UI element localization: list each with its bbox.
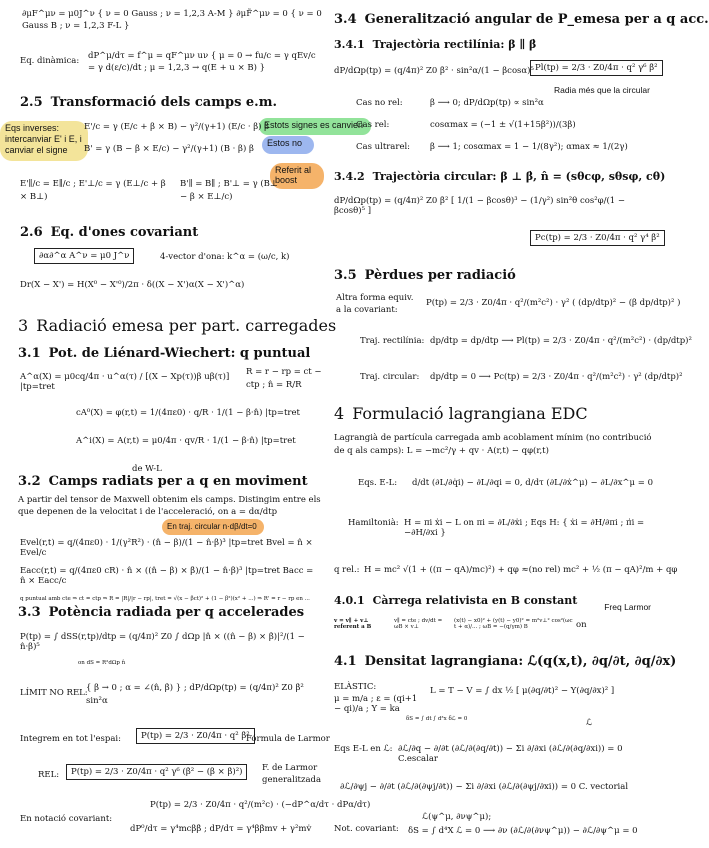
hamiltonian-eq: H = πi ẋi − L on πi = ∂L/∂ẋi ; Eqs H: { ẋi = ∂H/∂πi ; π̇i = −∂H/∂xi } <box>404 518 645 538</box>
velocity-split: v = v∥ + v⊥ referent a B <box>334 618 372 630</box>
section-3-4-1-heading: 3.4.1 Trajectòria rectilínia: β ∥ β̇ <box>334 38 537 51</box>
circular-power-box: Pc(tp) = 2/3 · Z0/4π · q² γ⁴ β̇² <box>530 230 665 246</box>
el-density-label: Eqs E-L en ℒ: <box>334 744 393 754</box>
note-not-these: Estos no <box>262 136 314 154</box>
note-radiates-more: Radia més que la circular <box>554 85 650 95</box>
hamiltonian-label: Hamiltonià: <box>348 518 399 528</box>
el-density-scalar: ∂ℒ/∂q − ∂/∂t (∂ℒ/∂(∂q/∂t)) − Σi ∂/∂xi (∂ℒ/∂(∂q/∂xi)) = 0 C.escalar <box>398 744 623 764</box>
section-3-4-heading: 3.4 Generalització angular de P_emesa per a q acc. <box>334 12 709 27</box>
section-3-2-heading: 3.2 Camps radiats per a q en moviment <box>18 474 308 489</box>
loss-eq-circular: dp/dtp = 0 ⟶ Pc(tp) = 2/3 · Z0/4π · q²/(m²c²) · γ² (dp/dtp)² <box>430 372 683 382</box>
rel-case-label: Cas rel: <box>356 120 390 130</box>
ultrarel-case-eq: β ⟶ 1; cosαmax = 1 − 1/(8γ²); αmax ≈ 1/(2γ) <box>430 142 628 152</box>
retarded-green: Dr(X − X') = H(X⁰ − X'⁰)/2π · δ((X − X')α(X − X')^α) <box>20 280 245 290</box>
section-2-5-heading: 2.5 Transformació dels camps e.m. <box>20 95 277 110</box>
note-from-wl: de W-L <box>132 464 162 474</box>
section-3-5-heading: 3.5 Pèrdues per radiació <box>334 268 516 283</box>
section-2-6-heading: 2.6 Eq. d'ones covariant <box>20 225 199 240</box>
integrate-label: Integrem en tot l'espai: <box>20 734 121 744</box>
section-4-heading: 4 Formulació lagrangiana EDC <box>334 404 588 423</box>
note-circular: En traj. circular n·dβ/dt=0 <box>162 519 264 535</box>
generalized-larmor-label: F. de Larmor generalitzada <box>262 763 322 785</box>
elastic-label: ELÀSTIC: <box>334 682 377 692</box>
el-label: Eqs. E-L: <box>358 478 398 488</box>
covariant-power: P(tp) = 2/3 · Z0/4π · q²/(m²c) · (−dP^α/dτ · dPα/dτ) <box>150 800 371 810</box>
area-element: on dS = R²dΩp n̂ <box>78 660 126 666</box>
lw-vector: A^i(X) = A(r,t) = μ0/4π · qv/R · 1/(1 − β·n̂) |tp=tret <box>76 436 296 446</box>
uniform-charge-note: q puntual amb cte ⇒ ct = ctp ⇒ R = |R|/|r − rp|, tret = √(x − βct)² + (1 − β²)(x² + ...) ⇒ R' = r − rp en ... <box>20 596 310 602</box>
covariant-not-label: Not. covariant: <box>334 824 399 834</box>
acceleration-field: Eacc(r,t) = q/(4πε0 cR) · n̂ × ((n̂ − β) × β̇)/(1 − n̂·β)³ |tp=tret Bacc = n̂ × Eacc/c <box>20 566 314 586</box>
lw-r-def: R = r − rp = ct − ctp ; n̂ = R/R <box>246 367 322 390</box>
on-label: on <box>576 620 587 630</box>
field-transform-b: B' = γ (B − β × E/c) − γ²/(γ+1) (B · β) β <box>84 144 254 154</box>
circular-angular: dP/dΩp(tp) = (q/4π)² Z0 β̇² [ 1/(1 − βcosθ)³ − (1/γ²) sin²θ cos²φ/(1 − βcosθ)⁵ ] <box>334 196 625 216</box>
lagrangian-density-label: ℒ <box>586 718 593 728</box>
circle-orbit: (x(t) − x0)² + (y(t) − y0)² = m²v⊥² cos²(ωc t + α)/... ; ωB = −(q/γm) B <box>454 618 573 630</box>
qrel-eq: H = mc² √(1 + ((π − qA)/mc)²) + qφ ≈(no rel) mc² + ½ (π − qA)²/m + qφ <box>364 565 678 575</box>
section-4-0-1-heading: 4.0.1 Càrrega relativista en B constant <box>334 594 578 607</box>
elastic-params: μ = m/a ; ε = (qi+1 − qi)/a ; Y = ka <box>334 694 418 714</box>
note-boost-ref: Referit al boost <box>270 163 324 189</box>
action-variation: δS = ∫ dt ∫ d³x δℒ = 0 <box>406 716 468 722</box>
section-3-3-heading: 3.3 Potència radiada per q accelerades <box>18 605 305 620</box>
loss-eq-rectilinear: dp/dtp = dp/dtp ⟶ Pl(tp) = 2/3 · Z0/4π · q²/(m²c²) · (dp/dtp)² <box>430 336 692 346</box>
rectilinear-traj-label: Traj. rectilínia: <box>360 336 425 346</box>
rel-case-eq: cosαmax = (−1 ± √(1+15β²))/(3β) <box>430 120 576 130</box>
section-3-2-text: A partir del tensor de Maxwell obtenim els camps. Distingim entre els que depenen de la velocitat i de l'acceleració, on a = dα/dtp <box>18 495 321 517</box>
field-transform-e: E'/c = γ (E/c + β × B) − γ²/(γ+1) (E/c · β) β <box>84 122 270 132</box>
rel-label: REL: <box>38 770 60 780</box>
generalized-larmor-box: P(tp) = 2/3 · Z0/4π · q² γ⁶ (β̇² − (β × β̇)²) <box>66 764 247 780</box>
note-larmor-freq: Freq Larmor <box>604 602 651 612</box>
covariant-action: δS = ∫ d⁴X ℒ = 0 ⟶ ∂ν (∂ℒ/∂(∂νψ^μ)) − ∂ℒ/∂ψ^μ = 0 <box>408 826 638 836</box>
nonrel-case-eq: β ⟶ 0; dP/dΩp(tp) ∝ sin²α <box>430 98 544 108</box>
circular-traj-label: Traj. circular: <box>360 372 420 382</box>
lagrangian-text: Lagrangià de partícula carregada amb acoblament mínim (no contribució de q als camps): L = −mc²/γ + qv · A(r,t) − qφ(r,t) <box>334 433 652 456</box>
lw-potential: A^α(X) = μ0cq/4π · u^α(τ) / [(X − Xp(τ))β uβ(τ)] |tp=tret <box>20 372 230 392</box>
dynamic-eq-label: Eq. dinàmica: <box>20 56 80 66</box>
right-column <box>330 0 709 848</box>
covariant-label: En notació covariant: <box>20 814 113 824</box>
larmor-box: P(tp) = 2/3 · Z0/4π · q² β̇² <box>136 728 255 744</box>
velocity-field: Evel(r,t) = q/(4πε0) · 1/(γ²R²) · (n̂ − β)/(1 − n̂·β)³ |tp=tret Bvel = n̂ × Evel/c <box>20 538 313 558</box>
maxwell-equations: ∂μF^μν = μ0J^ν { ν = 0 Gauss ; ν = 1,2,3 A-M } ∂μF̃^μν = 0 { ν = 0 Gauss B ; ν = 1,2,3 F-L } <box>22 9 322 31</box>
wave-vector-text: 4-vector d'ona: k^α = (ω/c, k) <box>160 252 290 262</box>
elastic-lagrangian: L = T − V = ∫ dx ½ [ μ(∂q/∂t)² − Y(∂q/∂x)² ] <box>430 686 615 696</box>
velocity-eqs: v∥ = cte ; dv/dt = ωB × v⊥ <box>394 618 443 630</box>
nonrel-case-label: Cas no rel: <box>356 98 403 108</box>
section-3-4-2-heading: 3.4.2 Trajectòria circular: β ⊥ β̇, n̂ = (sθcφ, sθsφ, cθ) <box>334 170 666 183</box>
ultrarel-case-label: Cas ultrarel: <box>356 142 411 152</box>
el-eqs: d/dt (∂L/∂q̇i) − ∂L/∂qi = 0, d/dτ (∂L/∂ẋ^μ) − ∂L/∂x^μ = 0 <box>412 478 653 488</box>
note-inverse-eqs: Eqs inverses: intercanviar E' i E, i canviar el signe <box>0 121 88 161</box>
covariant-lagrangian: ℒ(ψ^μ, ∂νψ^μ); <box>422 812 492 822</box>
section-4-1-heading: 4.1 Densitat lagrangiana: ℒ(q(x,t), ∂q/∂t, ∂q/∂x) <box>334 654 677 669</box>
lw-scalar: cA⁰(X) = φ(r,t) = 1/(4πε0) · q/R · 1/(1 − β·n̂) |tp=tret <box>76 408 300 418</box>
alt-form-text: Altra forma equiv. a la covariant: <box>336 293 414 315</box>
parallel-perp-e: E'∥/c = E∥/c ; E'⊥/c = γ (E⊥/c + β × B⊥) <box>20 179 166 202</box>
rectilinear-power-box: Pl(tp) = 2/3 · Z0/4π · q² γ⁶ β̇² <box>530 60 663 76</box>
wave-eq-box: ∂α∂^α A^ν = μ0 J^ν <box>34 248 134 264</box>
dynamic-eq: dP^μ/dτ = f^μ = qF^μν uν { μ = 0 → fu/c = γ qEv/c = γ d(ε/c)/dt ; μ = 1,2,3 → q(E + u × B) } <box>88 51 316 73</box>
rectilinear-angular: dP/dΩp(tp) = (q/4π)² Z0 β̇² · sin²α/(1 − βcosα)⁵ <box>334 66 534 76</box>
larmor-label: Fórmula de Larmor <box>246 734 330 744</box>
nonrel-limit-eq: { β → 0 ; α = ∠(n̂, β̇) } ; dP/dΩp(tp) = (q/4π)² Z0 β̇² sin²α <box>86 683 304 706</box>
section-3-heading: 3 Radiació emesa per part. carregades <box>18 316 337 335</box>
loss-eq-general: P(tp) = 2/3 · Z0/4π · q²/(m²c²) · γ² ( (dp/dtp)² − (β dp/dtp)² ) <box>426 298 681 308</box>
section-3-1-heading: 3.1 Pot. de Liénard-Wiechert: q puntual <box>18 346 311 361</box>
angular-power: P(tp) = ∫ dSS(r,tp)/dtp = (q/4π)² Z0 ∫ dΩp |n̂ × ((n̂ − β) × β̇)|²/(1 − n̂·β)⁵ <box>20 632 305 652</box>
note-signs-change: Estots signes es canvien <box>259 118 371 135</box>
el-density-vector: ∂ℒ/∂ψj − ∂/∂t (∂ℒ/∂(∂ψj/∂t)) − Σi ∂/∂xi (∂ℒ/∂(∂ψj/∂xi)) = 0 C. vectorial <box>340 782 629 792</box>
covariant-momentum: dP⁰/dτ = γ⁴mcββ̇ ; dP/dτ = γ⁴ββ̇mv + γ²mv̇ <box>130 824 312 834</box>
nonrel-limit-label: LÍMIT NO REL: <box>20 688 88 698</box>
parallel-perp-b: B'∥ = B∥ ; B'⊥ = γ (B⊥ − β × E⊥/c) <box>180 179 278 202</box>
qrel-label: q rel.: <box>334 565 360 575</box>
